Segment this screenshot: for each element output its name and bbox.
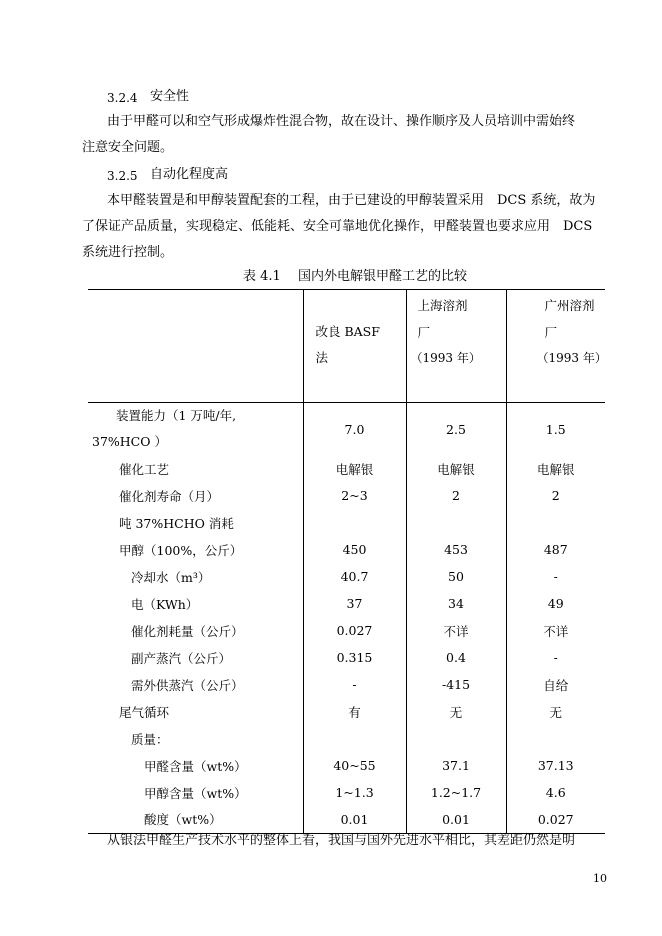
table-row <box>88 617 605 644</box>
cell-value: 电解银 <box>536 461 575 477</box>
cell-value <box>506 725 605 752</box>
cell-value: 37.13 <box>537 758 574 773</box>
cell-value: - <box>303 671 406 698</box>
cell-value: 1.2~1.7 <box>406 779 506 806</box>
header-text: 广州溶剂 <box>544 298 595 313</box>
cell-value <box>303 725 406 752</box>
header-col-basf <box>303 290 406 403</box>
cell-value: 2 <box>551 488 560 503</box>
header-col-guangzhou <box>506 290 605 403</box>
comparison-table <box>88 289 605 834</box>
cell-value: 电解银 <box>303 455 406 482</box>
cell-value: 40.7 <box>303 563 406 590</box>
cell-value: -415 <box>406 671 506 698</box>
header-text: 法 <box>315 350 329 365</box>
header-text: （1993 年） <box>536 351 607 365</box>
cell-value: 40~55 <box>303 752 406 779</box>
cell-value: 0.4 <box>406 644 506 671</box>
cell-value: 487 <box>543 542 568 557</box>
cell-value: 50 <box>406 563 506 590</box>
row-label-line: 装置能力（1 万吨/年, <box>116 408 237 423</box>
paragraph-line: 本甲醛装置是和甲醇装置配套的工程，由于已建设的甲醇装置采用 DCS 系统，故为 <box>107 193 596 208</box>
row-label: 催化剂寿命（月） <box>88 482 303 509</box>
page-number: 10 <box>593 872 607 885</box>
cell-value: 2 <box>406 482 506 509</box>
header-text: （1993 年） <box>410 351 481 365</box>
row-label: 尾气循环 <box>88 698 303 725</box>
table-row <box>88 563 605 590</box>
table-row <box>88 403 605 456</box>
cell-value: 0.01 <box>406 806 506 833</box>
table-row <box>88 536 605 563</box>
section-3-2-4-title: 安全性 <box>150 89 190 104</box>
cell-value: 1~1.3 <box>303 779 406 806</box>
section-3-2-5-title: 自动化程度高 <box>150 167 229 182</box>
cell-value: - <box>553 569 558 584</box>
table-row <box>88 590 605 617</box>
cell-value: 不详 <box>543 623 569 639</box>
header-text: 上海溶剂 <box>417 298 468 313</box>
cell-value: 0.01 <box>303 806 406 833</box>
cell-value: 0.027 <box>506 806 605 833</box>
cell-value: 2~3 <box>303 482 406 509</box>
cell-value: 37 <box>303 590 406 617</box>
cell-value: 2.5 <box>406 403 506 456</box>
cell-value: 自给 <box>543 677 569 693</box>
paragraph-line: 由于甲醛可以和空气形成爆炸性混合物，故在设计、操作顺序及人员培训中需始终 <box>107 114 576 129</box>
paragraph-line: 系统进行控制。 <box>82 245 174 260</box>
footer-paragraph-line: 从银法甲醛生产技术水平的整体上看，我国与国外先进水平相比，其差距仍然是明 <box>107 833 576 848</box>
row-label: 催化剂耗量（公斤） <box>88 617 303 644</box>
cell-value: 453 <box>406 536 506 563</box>
table-row <box>88 482 605 509</box>
row-label: 电（KWh） <box>88 590 303 617</box>
table-row <box>88 698 605 725</box>
section-3-2-5-number: 3.2.5 <box>107 169 138 183</box>
cell-value: 450 <box>303 536 406 563</box>
cell-value: 34 <box>406 590 506 617</box>
header-text: 厂 <box>417 325 431 340</box>
row-label: 质量： <box>88 725 303 752</box>
cell-value: 49 <box>547 596 564 611</box>
table-row <box>88 752 605 779</box>
table-caption: 表 4.1 国内外电解银甲醛工艺的比较 <box>243 269 467 284</box>
table-row <box>88 644 605 671</box>
cell-value: 4.6 <box>545 785 566 800</box>
paragraph-line: 注意安全问题。 <box>82 140 174 155</box>
table-row <box>88 509 605 536</box>
row-label: 副产蒸汽（公斤） <box>88 644 303 671</box>
cell-value <box>406 725 506 752</box>
table-row <box>88 779 605 806</box>
table-row <box>88 806 605 833</box>
cell-value: 有 <box>303 698 406 725</box>
cell-value <box>406 509 506 536</box>
cell-value: 0.027 <box>303 617 406 644</box>
cell-value: 37.1 <box>406 752 506 779</box>
cell-value: 无 <box>549 704 562 720</box>
row-label: 冷却水（m³） <box>88 563 303 590</box>
table-row <box>88 671 605 698</box>
cell-value: 1.5 <box>545 421 566 437</box>
header-empty-cell <box>88 290 303 403</box>
cell-value <box>506 509 605 536</box>
row-label-line: 37%HCO ） <box>92 434 167 449</box>
row-label: 催化工艺 <box>88 455 303 482</box>
cell-value: 0.315 <box>303 644 406 671</box>
cell-value <box>303 509 406 536</box>
cell-value: 不详 <box>406 617 506 644</box>
row-label: 吨 37%HCHO 消耗 <box>88 509 303 536</box>
table-row <box>88 725 605 752</box>
cell-value: - <box>553 650 558 665</box>
table-row <box>88 455 605 482</box>
header-text: 改良 BASF <box>315 324 380 339</box>
cell-value: 电解银 <box>406 455 506 482</box>
row-label: 酸度（wt%） <box>88 806 303 833</box>
row-label: 甲醇含量（wt%） <box>88 779 303 806</box>
header-col-shanghai <box>406 290 506 403</box>
header-text: 厂 <box>544 325 558 340</box>
row-label <box>88 403 303 456</box>
table-header-row <box>88 290 605 403</box>
row-label: 需外供蒸汽（公斤） <box>88 671 303 698</box>
row-label: 甲醇（100%，公斤） <box>88 536 303 563</box>
paragraph-line: 了保证产品质量，实现稳定、低能耗、安全可靠地优化操作，甲醛装置也要求应用 DCS <box>82 219 593 234</box>
cell-value: 无 <box>406 698 506 725</box>
section-3-2-4-number: 3.2.4 <box>107 91 138 105</box>
row-label: 甲醛含量（wt%） <box>88 752 303 779</box>
cell-value: 7.0 <box>303 403 406 456</box>
